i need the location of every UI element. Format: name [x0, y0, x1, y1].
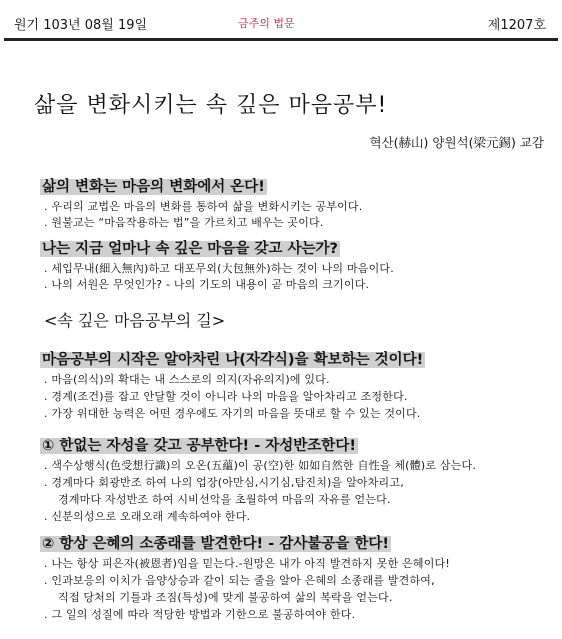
issue-number: 제1207호	[487, 18, 546, 33]
section-heading: 나는 지금 얼마나 속 깊은 마음을 갖고 사는가?	[42, 241, 338, 257]
section-heading: 마음공부의 시작은 알아차린 나(자각식)을 확보하는 것이다!	[42, 352, 424, 368]
page-title: 삶을 변화시키는 속 깊은 마음공부!	[34, 93, 388, 118]
section-subtitle: <속 깊은 마음공부의 길>	[44, 311, 226, 330]
bullet-line: . 경계(조건)를 잡고 안달할 것이 아니라 나의 마음을 알아차리고 조정한다.	[44, 390, 408, 403]
bullet-line: . 우리의 교법은 마음의 변화를 통하여 삶을 변화시키는 공부이다.	[44, 200, 363, 213]
bullet-line: . 그 일의 성질에 따라 적당한 방법과 기한으로 불공하여야 한다.	[44, 608, 356, 621]
newsletter-header	[0, 0, 562, 40]
bullet-line: . 색수상행식(色受想行識)의 오온(五蘊)이 공(空)한 如如自然한 自性을 체(體)로 삼는다.	[44, 459, 477, 472]
bullet-line: . 나는 항상 피은자(被恩者)임을 믿는다.-원망은 내가 아직 발견하지 못한 은혜이다!	[44, 557, 450, 570]
issue-date: 원기 103년 08월 19일	[14, 18, 148, 33]
bullet-line: . 경계마다 회광반조 하여 나의 업장(아만심,시기심,탐진치)을 알아차리고,	[44, 476, 404, 489]
header-divider	[4, 38, 558, 41]
bullet-line: . 신분의성으로 오래오래 계속하여야 한다.	[44, 510, 251, 523]
section-heading: ① 한없는 자성을 갖고 공부한다! - 자성반조한다!	[42, 438, 356, 454]
bullet-line: . 마음(의식)의 확대는 내 스스로의 의지(자유의지)에 있다.	[44, 373, 330, 386]
bullet-line: 경계마다 자성반조 하여 시비선악을 초월하여 마음의 자유를 얻는다.	[58, 493, 391, 506]
header-label: 금주의 법문	[238, 17, 295, 30]
bullet-line: . 가장 위대한 능력은 어떤 경우에도 자기의 마음을 뜻대로 할 수 있는 것이다.	[44, 407, 421, 420]
bullet-line: . 나의 서원은 무엇인가? - 나의 기도의 내용이 곧 마음의 크기이다.	[44, 278, 370, 291]
bullet-line: 직접 당처의 기틀과 조짐(특성)에 맞게 불공하여 삶의 복락을 얻는다.	[58, 591, 393, 604]
section-heading: ② 항상 은혜의 소종래를 발견한다! - 감사불공을 한다!	[42, 536, 389, 552]
bullet-line: . 세입무내(細入無內)하고 대포무외(大包無外)하는 것이 나의 마음이다.	[44, 262, 394, 275]
bullet-line: . 인과보응의 이치가 음양상승과 같이 되는 줄을 알아 은혜의 소종래를 발견하여,	[44, 574, 435, 587]
section-heading: 삶의 변화는 마음의 변화에서 온다!	[42, 179, 265, 195]
author-line: 혁산(赫山) 양원석(梁元錫) 교감	[369, 135, 544, 150]
bullet-line: . 원불교는 “마음작용하는 법”을 가르치고 배우는 곳이다.	[44, 216, 324, 229]
